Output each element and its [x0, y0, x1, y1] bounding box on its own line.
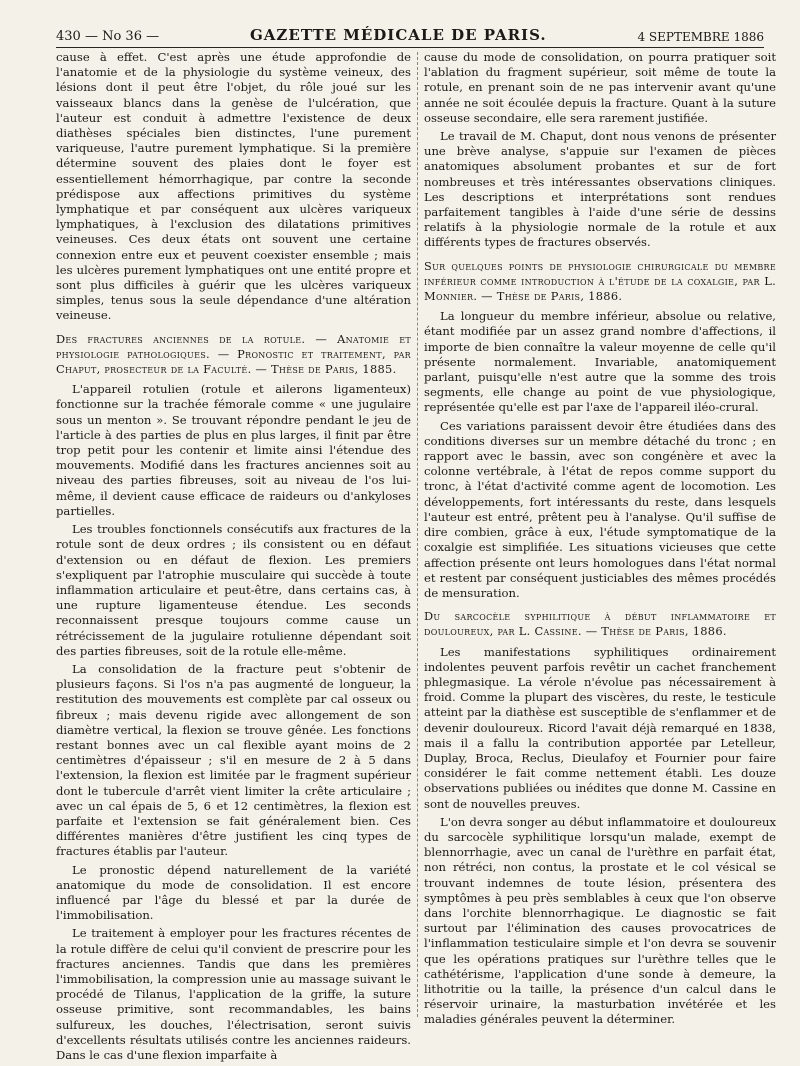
header-page-info	[56, 29, 159, 44]
paragraph: La longueur du membre inférieur, absolue ou relative, étant modifiée par un assez grand nombre d'affections, il importe de bien connaître la valeur moyenne de celle qu'il présente normalement. Invariable, anatomiquement parlant, puisqu'elle n'est autre que la somme des trois segments, elle change au point de vue physiologique, représentée qu'elle est par l'axe de l'appareil iléo-crural.	[424, 309, 776, 415]
journal-title: GAZETTE MÉDICALE DE PARIS.	[249, 26, 547, 44]
paragraph: L'on devra songer au début inflammatoire et douloureux du sarcocèle syphilitique lorsqu'un malade, exempt de blennorrhagie, avec un canal de l'urèthre en parfait état, non rétréci, non contus, la prostate et le col vésical se trouvant indemnes de toute lésion, présentera des symptômes à peu près semblables à ceux que l'on observe dans l'orchite blennorrhagique. Le diagnostic se fait surtout par l'élimination des causes provocatrices de l'inflammation testiculaire simple et l'on devra se souvenir que les opérations pratiques sur l'urèthre telles que le cathétérisme, l'application d'une sonde à demeure, la lithotritie ou la taille, la présence d'un calcul dans le réservoir urinaire, la masturbation invétérée et les maladies générales peuvent la déterminer.	[424, 814, 776, 1027]
paragraph: cause du mode de consolidation, on pourra pratiquer soit l'ablation du fragment supérieur, soit même de toute la rotule, en prenant soin de ne pas intervenir avant qu'une année ne soit écoulée depuis la fracture. Quant à la suture osseuse secondaire, elle sera rarement justifiée.	[424, 50, 776, 125]
paragraph: Les manifestations syphilitiques ordinairement indolentes peuvent parfois revêtir un cachet franchement phlegmasique. La vérole n'évolue pas nécessairement à froid. Comme la plupart des viscères, du reste, le testicule atteint par la diathèse est susceptible de s'enflammer et de devenir douloureux. Ricord l'avait déjà remarqué en 1838, mais il a fallu la contribution apportée par Letelleur, Duplay, Broca, Reclus, Dieulafoy et Fournier pour faire considérer le fait comme nettement établi. Les douze observations publiées ou inédites que donne M. Cassine en sont de nouvelles preuves.	[424, 644, 776, 811]
paragraph: La consolidation de la fracture peut s'obtenir de plusieurs façons. Si l'os n'a pas augmenté de longueur, la restitution des mouvements est complète par cal osseux ou fibreux ; mais devenu rigide avec allongement de son diamètre vertical, la flexion se trouve gênée. Les fonctions restant bonnes avec un cal flexible ayant moins de 2 centimètres d'épaisseur ; s'il en mesure de 2 à 5 dans l'extension, la flexion est limitée par le fragment supérieur dont le tubercule d'arrêt vient limiter la crête articulaire ; avec un cal épais de 5, 6 et 12 centimètres, la flexion est parfaite et l'extension se fait généralement bien. Ces différentes manières d'être justifient les cinq types de fractures établis par l'auteur.	[56, 661, 411, 859]
paragraph: Le pronostic dépend naturellement de la variété anatomique du mode de consolidation. Il est encore influencé par l'âge du blessé et par la durée de l'immobilisation.	[56, 862, 411, 923]
paragraph: Ces variations paraissent devoir être étudiées dans des conditions diverses sur un membre détaché du tronc ; en rapport avec le bassin, avec son congénère et avec la colonne vertébrale, à l'état de repos comme support du tronc, à l'état d'activité comme agent de locomotion. Les développements, fort intéressants du reste, dans lesquels l'auteur est entré, prêtent peu à l'analyse. Qu'il suffise de dire combien, grâce à eux, l'étude symptomatique de la coxalgie est simplifiée. Les situations vicieuses que cette affection présente ont leurs homologues dans l'état normal et restent par conséquent justiciables des mêmes procédés de mensuration.	[424, 418, 776, 600]
column-divider	[417, 52, 418, 1017]
paragraph: Le traitement à employer pour les fractures récentes de la rotule diffère de celui qu'il convient de prescrire pour les fractures anciennes. Tandis que dans les premières l'immobilisation, la compression unie au massage suivant le procédé de Tilanus, l'application de la griffe, la suture osseuse primitive, sont recommandables, les bains sulfureux, les douches, l'électrisation, seront suivis d'excellents résultats utilisés contre les anciennes raideurs. Dans le cas d'une flexion imparfaite à	[56, 926, 411, 1062]
article-title: Du sarcocèle syphilitique à début inflammatoire et douloureux, par L. Cassine. — Thèse de Paris, 1886.	[424, 609, 776, 639]
right-column	[424, 50, 776, 1031]
running-header	[56, 18, 764, 48]
page-number: 430	[56, 29, 81, 44]
article-title: Des fractures anciennes de la rotule. — Anatomie et physiologie pathologiques. — Pronostic et traitement, par Chaput, prosecteur de la Faculté. — Thèse de Paris, 1885.	[56, 331, 411, 377]
paragraph: Les troubles fonctionnels consécutifs aux fractures de la rotule sont de deux ordres ; ils consistent ou en défaut d'extension ou en défaut de flexion. Les premiers s'expliquent par l'atrophie musculaire qui succède à toute inflammation articulaire et peut-être, dans certains cas, à une rupture ligamenteuse étendue. Les seconds reconnaissent presque toujours comme cause un rétrécissement de la jugulaire rotulienne dépendant soit des parties fibreuses, soit de la rotule elle-même.	[56, 522, 411, 658]
paragraph: cause à effet. C'est après une étude approfondie de l'anatomie et de la physiologie du système veineux, des lésions dont il peut être l'objet, du rôle joué sur les vaisseaux blancs dans la genèse de l'ulcération, que l'auteur est conduit à admettre l'existence de deux diathèses spéciales bien distinctes, l'une purement variqueuse, l'autre purement lymphatique. Si la première détermine souvent des plaies dont le foyer est essentiellement hémorrhagique, par contre la seconde prédispose aux affections primitives du système lymphatique et par conséquent aux ulcères variqueux lymphatiques, à l'exclusion des dilatations primitives veineuses. Ces deux états ont souvent une certaine connexion entre eux et peuvent coexister ensemble ; mais les ulcères purement lymphatiques ont une entité propre et sont plus difficiles à guérir que les ulcères variqueux simples, tenus sous la seule dépendance d'une altération veineuse.	[56, 50, 411, 323]
left-column	[56, 50, 411, 1066]
issue-date: 4 SEPTEMBRE 1886	[637, 30, 764, 44]
article-title: Sur quelques points de physiologie chirurgicale du membre inférieur comme introduction à l'étude de la coxalgie, par L. Monnier. — Thèse de Paris, 1886.	[424, 258, 776, 304]
paragraph: L'appareil rotulien (rotule et ailerons ligamenteux) fonctionne sur la trachée fémorale comme « une jugulaire sous un menton ». Se trouvant répondre pendant le jeu de l'article à des parties de plus en plus larges, il finit par être trop petit pour les contenir et limite ainsi l'étendue des mouvements. Modifié dans les fractures anciennes soit au niveau des parties fibreuses, soit au niveau de l'os lui-même, il devient cause efficace de raideurs ou d'ankyloses partielles.	[56, 382, 411, 518]
paragraph: Le travail de M. Chaput, dont nous venons de présenter une brève analyse, s'appuie sur l'examen de pièces anatomiques absolument probantes et sur de fort nombreuses et très intéressantes observations cliniques. Les descriptions et interprétations sont rendues parfaitement tangibles à l'aide d'une série de dessins relatifs à la physiologie normale de la rotule et aux différents types de fractures observés.	[424, 129, 776, 250]
issue-number: — No 36 —	[84, 29, 160, 44]
